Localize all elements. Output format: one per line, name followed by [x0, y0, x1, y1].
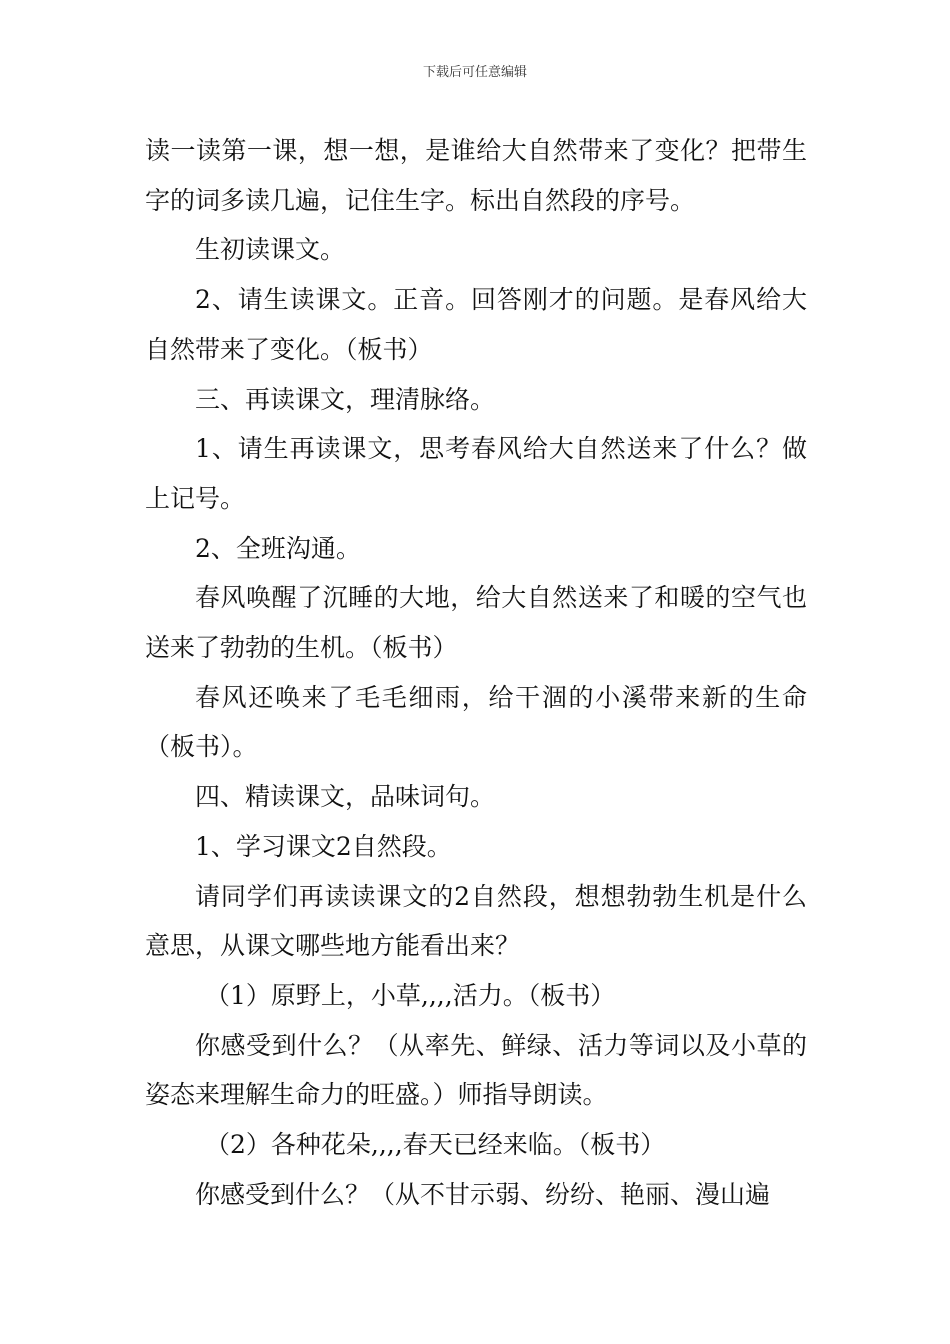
paragraph: 1、学习课文2自然段。 — [195, 831, 452, 861]
sub-item: （2）各种花朵,,,,春天已经来临。（板书） — [205, 1130, 666, 1160]
paragraph: 1、请生再读课文，思考春风给大自然送来了什么？做上记号。 — [145, 434, 807, 513]
page-header: 下载后可任意编辑 — [422, 65, 527, 80]
paragraph: 请同学们再读读课文的2自然段，想想勃勃生机是什么意思，从课文哪些地方能看出来？ — [145, 881, 807, 961]
section-heading: 三、再读课文，理清脉络。 — [195, 384, 496, 414]
paragraph: 2、请生读课文。正音。回答刚才的问题。是春风给大自然带来了变化。（板书） — [145, 285, 807, 364]
paragraph: 2、全班沟通。 — [195, 533, 361, 563]
paragraph: 生初读课文。 — [195, 235, 346, 265]
paragraph: 春风唤醒了沉睡的大地，给大自然送来了和暖的空气也送来了勃勃的生机。（板书） — [145, 583, 807, 663]
sub-item: （1）原野上，小草,,,,活力。（板书） — [205, 980, 616, 1010]
paragraph: 你感受到什么？（从率先、鲜绿、活力等词以及小草的姿态来理解生命力的旺盛。）师指导朗读。 — [145, 1030, 807, 1110]
document-body — [145, 126, 807, 1219]
section-heading: 四、精读课文，品味词句。 — [195, 782, 496, 812]
paragraph: 你感受到什么？（从不甘示弱、纷纷、艳丽、漫山遍 — [195, 1179, 771, 1209]
paragraph: 读一读第一课，想一想，是谁给大自然带来了变化？把带生字的词多读几遍，记住生字。标出自然段的序号。 — [145, 136, 807, 215]
paragraph: 春风还唤来了毛毛细雨，给干涸的小溪带来新的生命（板书）。 — [145, 682, 807, 762]
